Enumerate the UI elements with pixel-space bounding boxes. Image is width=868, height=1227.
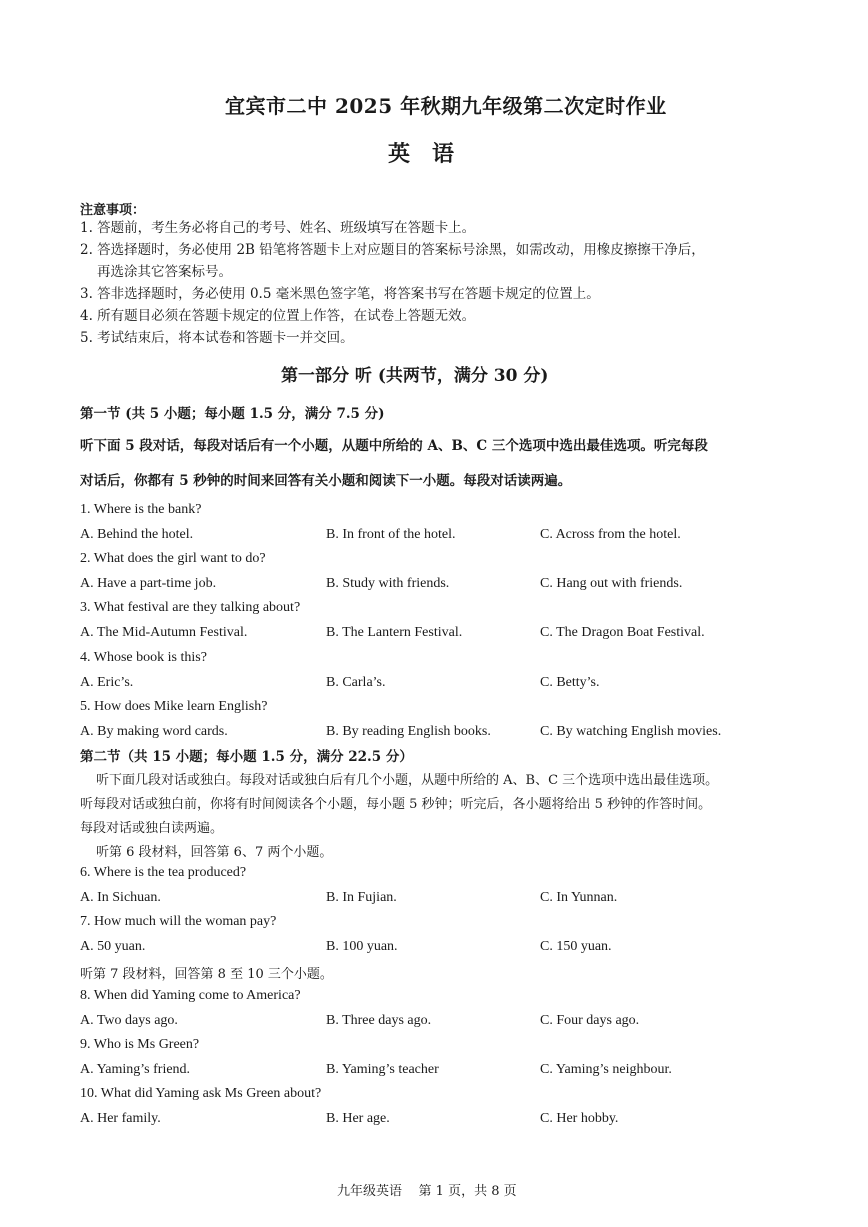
- q1-option-a: A. Behind the hotel.: [80, 527, 194, 542]
- section1-title: 第一节 (共 5 小题；每小题 1.5 分，满分 7.5 分): [80, 406, 385, 422]
- q5-option-b: B. By reading English books.: [326, 724, 491, 739]
- material-6-instruction: 听第 6 段材料，回答第 6、7 两个小题。: [96, 845, 333, 860]
- q5-option-c: C. By watching English movies.: [540, 724, 722, 739]
- section1-directions-1: 听下面 5 段对话，每段对话后有一个小题，从题中所给的 A、B、C 三个选项中选出最佳选项。听完每段: [80, 438, 708, 454]
- note-item-5: 5. 考试结束后，将本试卷和答题卡一并交回。: [80, 330, 354, 346]
- q4-option-b: B. Carla’s.: [326, 675, 386, 690]
- q3-option-c: C. The Dragon Boat Festival.: [540, 625, 705, 640]
- part1-title: 第一部分 听 (共两节，满分 30 分): [281, 366, 549, 386]
- q1-option-b: B. In front of the hotel.: [326, 527, 456, 542]
- note-item-4: 4. 所有题目必须在答题卡规定的位置上作答，在试卷上答题无效。: [80, 308, 476, 324]
- note-item-2: 2. 答选择题时，务必使用 2B 铅笔将答题卡上对应题目的答案标号涂黑，如需改动，用橡皮擦擦干净后，: [80, 242, 705, 258]
- q4-option-c: C. Betty’s.: [540, 675, 600, 690]
- q2-option-c: C. Hang out with friends.: [540, 576, 683, 591]
- note-item-2-cont: 再选涂其它答案标号。: [97, 264, 232, 280]
- q6-option-c: C. In Yunnan.: [540, 890, 618, 905]
- q3-option-a: A. The Mid-Autumn Festival.: [80, 625, 248, 640]
- q7-option-b: B. 100 yuan.: [326, 939, 398, 954]
- notes-heading: 注意事项：: [80, 203, 146, 218]
- question-3: 3. What festival are they talking about?: [80, 600, 301, 615]
- q10-option-c: C. Her hobby.: [540, 1111, 619, 1126]
- question-7: 7. How much will the woman pay?: [80, 914, 277, 929]
- q4-option-a: A. Eric’s.: [80, 675, 134, 690]
- question-9: 9. Who is Ms Green?: [80, 1037, 200, 1052]
- q9-option-c: C. Yaming’s neighbour.: [540, 1062, 672, 1077]
- subject-title: 英语: [388, 141, 477, 167]
- q2-option-a: A. Have a part-time job.: [80, 576, 217, 591]
- question-4: 4. Whose book is this?: [80, 650, 207, 665]
- q9-option-a: A. Yaming’s friend.: [80, 1062, 191, 1077]
- note-item-1: 1. 答题前，考生务必将自己的考号、姓名、班级填写在答题卡上。: [80, 220, 476, 236]
- section2-directions-1: 听下面几段对话或独白。每段对话或独白后有几个小题，从题中所给的 A、B、C 三个选项中选出最佳选项。: [96, 773, 719, 788]
- note-item-3: 3. 答非选择题时，务必使用 0.5 毫米黑色签字笔，将答案书写在答题卡规定的位置上。: [80, 286, 600, 302]
- section2-directions-2: 听每段对话或独白前，你将有时间阅读各个小题，每小题 5 秒钟；听完后，各小题将给出 5 秒钟的作答时间。: [80, 797, 712, 812]
- q6-option-a: A. In Sichuan.: [80, 890, 161, 905]
- q9-option-b: B. Yaming’s teacher: [326, 1062, 439, 1077]
- q6-option-b: B. In Fujian.: [326, 890, 397, 905]
- q10-option-a: A. Her family.: [80, 1111, 161, 1126]
- question-1: 1. Where is the bank?: [80, 502, 202, 517]
- q8-option-c: C. Four days ago.: [540, 1013, 640, 1028]
- q8-option-a: A. Two days ago.: [80, 1013, 178, 1028]
- q10-option-b: B. Her age.: [326, 1111, 390, 1126]
- question-2: 2. What does the girl want to do?: [80, 551, 266, 566]
- question-5: 5. How does Mike learn English?: [80, 699, 268, 714]
- question-8: 8. When did Yaming come to America?: [80, 988, 301, 1003]
- q7-option-c: C. 150 yuan.: [540, 939, 612, 954]
- q7-option-a: A. 50 yuan.: [80, 939, 146, 954]
- q3-option-b: B. The Lantern Festival.: [326, 625, 463, 640]
- question-6: 6. Where is the tea produced?: [80, 865, 247, 880]
- section2-directions-3: 每段对话或独白读两遍。: [80, 821, 224, 836]
- question-10: 10. What did Yaming ask Ms Green about?: [80, 1086, 322, 1101]
- material-7-instruction: 听第 7 段材料，回答第 8 至 10 三个小题。: [80, 967, 333, 982]
- q8-option-b: B. Three days ago.: [326, 1013, 432, 1028]
- exam-title: 宜宾市二中 2025 年秋期九年级第二次定时作业: [225, 94, 667, 118]
- section1-directions-2: 对话后，你都有 5 秒钟的时间来回答有关小题和阅读下一小题。每段对话读两遍。: [80, 473, 572, 489]
- page-footer: 九年级英语 第 1 页，共 8 页: [337, 1184, 517, 1199]
- q2-option-b: B. Study with friends.: [326, 576, 450, 591]
- section2-title: 第二节（共 15 小题；每小题 1.5 分，满分 22.5 分）: [80, 749, 413, 765]
- q1-option-c: C. Across from the hotel.: [540, 527, 681, 542]
- q5-option-a: A. By making word cards.: [80, 724, 228, 739]
